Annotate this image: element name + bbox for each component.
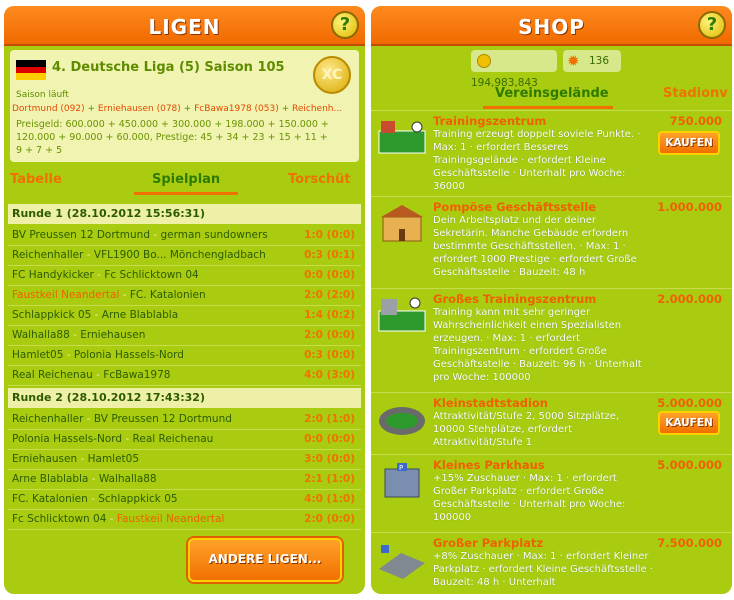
shop-item[interactable]: Großer Parkplatz 7.500.000 +8% Zuschauer · Max: 1 · erfordert Kleiner Parkplatz · erfordert Kleine Geschäftsstelle · Bauzeit: 48 h · Unterhalt [371, 532, 732, 592]
germany-flag-icon [16, 60, 46, 80]
item-description: Training erzeugt doppelt soviele Punkte. · Max: 1 · erfordert Besseres Trainingsgelände · erfordert Kleine Geschäftsstelle · Unterhalt pro Woche: 36000 [433, 129, 641, 192]
round-header: Runde 2 (28.10.2012 17:43:32) [8, 388, 361, 408]
match-row[interactable]: Walhalla88 - Erniehausen 2:0 (0:0) [8, 326, 361, 346]
rank-entry: Reichenh... [292, 104, 343, 114]
match-row[interactable]: Reichenhaller - VFL1900 Bo... Mönchengladbach 0:3 (0:1) [8, 246, 361, 266]
star-icon: ✹ [567, 52, 580, 70]
active-tab-indicator [483, 106, 613, 109]
tab-spielplan[interactable]: Spielplan [152, 172, 221, 187]
match-score: 3:0 (0:0) [304, 453, 355, 465]
parking-garage-icon [377, 461, 427, 501]
training-center-icon [377, 295, 427, 335]
shop-item-list[interactable] [371, 110, 732, 592]
buy-button[interactable]: KAUFEN [658, 411, 720, 435]
help-icon[interactable]: ? [331, 11, 359, 39]
shop-item[interactable]: Großes Trainingszentrum 2.000.000 Training kann mit sehr geringer Wahrscheinlichkeit einen Spezialisten erzeugen. · Max: 1 · erfordert Trainingszentrum · erfordert Große Geschäftsstelle · Bauzeit: 96 h · Unterhalt pro Woche: 100000 [371, 288, 732, 392]
shop-panel [371, 6, 732, 594]
stadium-icon [377, 399, 427, 439]
rank-entry: Dortmund (092) [12, 104, 85, 114]
league-name: 4. Deutsche Liga (5) Saison 105 [52, 60, 285, 75]
match-score: 0:3 (0:1) [304, 249, 355, 261]
match-row[interactable]: Reichenhaller - BV Preussen 12 Dortmund 2:0 (1:0) [8, 410, 361, 430]
match-score: 4:0 (1:0) [304, 493, 355, 505]
item-price: 7.500.000 [657, 536, 722, 550]
match-score: 1:0 (0:0) [304, 229, 355, 241]
season-status: Saison läuft [16, 90, 69, 100]
item-description: +8% Zuschauer · Max: 1 · erfordert Kleiner Parkplatz · erfordert Kleine Geschäftsstelle · Bauzeit: 48 h · Unterhalt [433, 551, 653, 588]
shop-item[interactable]: Kleinstadtstadion 5.000.000 Attraktivität/Stufe 2, 5000 Sitzplätze, 10000 Stehplätze, erfordert Attraktivität/Stufe 1 KAUFEN [371, 392, 732, 454]
item-description: Dein Arbeitsplatz und der deiner Sekretärin. Manche Gebäude erfordern bestimmte Geschäftsstellen. · Max: 1 · erfordert 1000 Prestige · erfordert Große Geschäftsstelle · Bauzeit: 48 h [433, 215, 637, 278]
match-score: 0:3 (0:0) [304, 349, 355, 361]
match-row[interactable]: Arne Blablabla - Walhalla88 2:1 (1:0) [8, 470, 361, 490]
leagues-title: LIGEN [148, 15, 221, 39]
match-row[interactable]: Hamlet05 - Polonia Hassels-Nord 0:3 (0:0) [8, 346, 361, 366]
match-score: 0:0 (0:0) [304, 433, 355, 445]
item-price: 5.000.000 [657, 458, 722, 472]
shop-item[interactable]: Pompöse Geschäftsstelle 1.000.000 Dein Arbeitsplatz und der deiner Sekretärin. Manche Gebäude erfordern bestimmte Geschäftsstellen. · Max: 1 · erfordert 1000 Prestige · erfordert Große Geschäftsstelle · Bauzeit: 48 h [371, 196, 732, 288]
round-header: Runde 1 (28.10.2012 15:56:31) [8, 204, 361, 224]
match-row[interactable]: Polonia Hassels-Nord - Real Reichenau 0:0 (0:0) [8, 430, 361, 450]
league-info-box [10, 50, 359, 162]
match-row[interactable]: Schlappkick 05 - Arne Blablabla 1:4 (0:2) [8, 306, 361, 326]
coin-balance: 194,983,843 [471, 50, 557, 72]
match-row[interactable]: FC Handykicker - Fc Schlicktown 04 0:0 (0:0) [8, 266, 361, 286]
match-score: 2:0 (1:0) [304, 413, 355, 425]
active-tab-indicator [134, 192, 238, 195]
match-row[interactable]: FC. Katalonien - Schlappkick 05 4:0 (1:0) [8, 490, 361, 510]
office-building-icon [377, 203, 427, 243]
parking-lot-icon [377, 539, 427, 579]
svg-text:P: P [399, 464, 404, 472]
shop-header [371, 6, 732, 46]
training-field-icon [377, 117, 427, 157]
tab-vereinsgelaende[interactable]: Vereinsgelände [495, 86, 609, 101]
match-row[interactable]: Faustkeil Neandertal - FC. Katalonien 2:0 (2:0) [8, 286, 361, 306]
shop-item[interactable]: Trainingszentrum 750.000 Training erzeugt doppelt soviele Punkte. · Max: 1 · erfordert Besseres Trainingsgelände · erfordert Kleine Geschäftsstelle · Unterhalt pro Woche: 36000 KAUFEN [371, 110, 732, 196]
match-score: 4:0 (3:0) [304, 369, 355, 381]
match-score: 1:4 (0:2) [304, 309, 355, 321]
item-price: 1.000.000 [657, 200, 722, 214]
match-row[interactable]: Fc Schlicktown 04 - Faustkeil Neandertal 2:0 (0:0) [8, 510, 361, 530]
rank-entry: FcBawa1978 (053) [194, 104, 279, 114]
item-description: Training kann mit sehr geringer Wahrscheinlichkeit einen Spezialisten erzeugen. · Max: 1 · erfordert Trainingszentrum · erfordert Große Geschäftsstelle · Bauzeit: 96 h · Unterhalt pro Woche: 100000 [433, 307, 642, 383]
help-icon[interactable]: ? [698, 11, 726, 39]
leagues-panel [4, 6, 365, 594]
tab-torschuetzen[interactable]: Torschüt [288, 172, 351, 187]
tab-stadion[interactable]: Stadionv [663, 86, 728, 101]
match-score: 2:0 (2:0) [304, 289, 355, 301]
prize-money-text: Preisgeld: 600.000 + 450.000 + 300.000 + 198.000 + 150.000 + 120.000 + 90.000 + 60.000, Prestige: 45 + 34 + 23 + 15 + 11 + 9 + 7 + 5 [16, 119, 329, 156]
match-score: 2:0 (0:0) [304, 513, 355, 525]
buy-button[interactable]: KAUFEN [658, 131, 720, 155]
coins-icon [477, 54, 491, 68]
rank-entry: Erniehausen (078) [97, 104, 181, 114]
shop-title: SHOP [518, 15, 585, 39]
match-row[interactable]: Erniehausen - Hamlet05 3:0 (0:0) [8, 450, 361, 470]
league-coin-icon: XC [313, 56, 351, 94]
match-row[interactable]: Real Reichenau - FcBawa1978 4:0 (3:0) [8, 366, 361, 386]
match-score: 2:0 (0:0) [304, 329, 355, 341]
league-ranking-ticker: Dortmund (092) + Erniehausen (078) + FcBawa1978 (053) + Reichenh... [12, 104, 343, 114]
leagues-header [4, 6, 365, 46]
other-leagues-button[interactable]: ANDERE LIGEN... [188, 538, 342, 582]
item-description: +15% Zuschauer · Max: 1 · erfordert Großer Parkplatz · erfordert Große Geschäftsstelle · Unterhalt pro Woche: 100000 [433, 473, 626, 523]
star-balance: ✹ 136 [563, 50, 621, 72]
fixture-list[interactable] [8, 202, 361, 530]
item-price: 750.000 [669, 114, 722, 128]
match-score: 2:1 (1:0) [304, 473, 355, 485]
league-tabs [4, 168, 365, 196]
shop-tabs [371, 84, 732, 110]
tab-tabelle[interactable]: Tabelle [10, 172, 62, 187]
match-score: 0:0 (0:0) [304, 269, 355, 281]
item-description: Attraktivität/Stufe 2, 5000 Sitzplätze, 10000 Stehplätze, erfordert Attraktivität/Stufe 1 [433, 411, 620, 448]
item-price: 2.000.000 [657, 292, 722, 306]
match-row[interactable]: BV Preussen 12 Dortmund - german sundowners 1:0 (0:0) [8, 226, 361, 246]
shop-item[interactable]: P Kleines Parkhaus 5.000.000 +15% Zuschauer · Max: 1 · erfordert Großer Parkplatz · erfordert Große Geschäftsstelle · Unterhalt pro Woche: 100000 [371, 454, 732, 532]
item-price: 5.000.000 [657, 396, 722, 410]
